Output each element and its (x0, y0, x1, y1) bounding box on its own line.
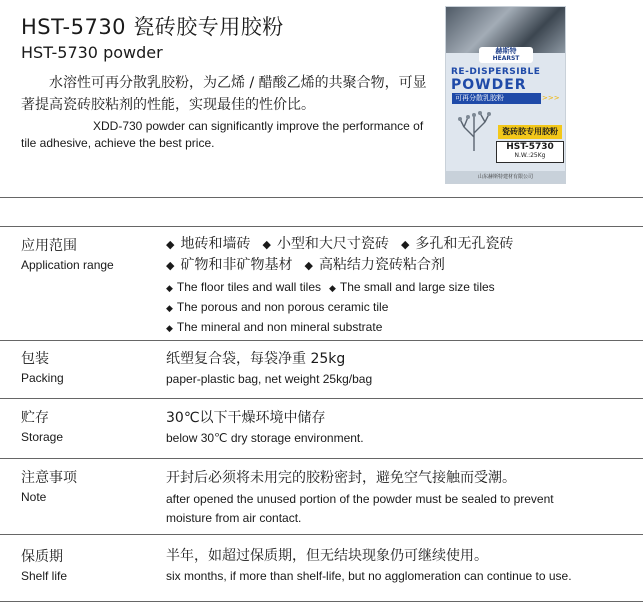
package-line2: POWDER (451, 77, 527, 93)
value-cn: 纸塑复合袋，每袋净重 25kg (166, 351, 346, 367)
diamond-bullet-icon: ◆ (166, 323, 173, 333)
package-arrows: >>> (542, 94, 560, 102)
package-model-box (496, 141, 564, 163)
product-description-en: XDD-730 powder can significantly improve the performance of tile adhesive, achieve the best price. (21, 119, 424, 150)
section-label-shelf-life (21, 548, 67, 584)
list-item: ◆ The porous and non porous ceramic tile (166, 300, 389, 314)
list-item: ◆ 矿物和非矿物基材 (166, 257, 293, 273)
value-en: six months, if more than shelf-life, but no agglomeration can continue to use. (166, 569, 572, 583)
value-cn: 开封后必须将未用完的胶粉密封，避免空气接触而受潮。 (166, 470, 516, 486)
label-en: Note (21, 490, 47, 504)
value-cn: 30℃以下干燥环境中储存 (166, 410, 326, 426)
application-list-cn (166, 234, 636, 276)
value-en: paper-plastic bag, net weight 25kg/bag (166, 372, 373, 386)
label-cn: 包装 (21, 351, 49, 367)
divider-line (0, 534, 643, 535)
divider-line (0, 340, 643, 341)
list-item: ◆ The floor tiles and wall tiles (166, 280, 321, 294)
list-item: ◆ The small and large size tiles (329, 280, 495, 294)
product-title-cn: HST-5730 瓷砖胶专用胶粉 (21, 15, 284, 39)
label-en: Application range (21, 258, 114, 272)
package-brand-logo (479, 47, 533, 63)
label-cn: 应用范围 (21, 238, 77, 254)
list-item: ◆ 地砖和墙砖 (166, 236, 251, 252)
list-item: ◆ 小型和大尺寸瓷砖 (262, 236, 389, 252)
diamond-bullet-icon: ◆ (166, 259, 175, 272)
section-value-storage (166, 409, 636, 446)
section-value-packing (166, 350, 636, 387)
package-brand-en: HEARST (492, 55, 520, 62)
section-label-storage (21, 409, 63, 445)
section-value-shelf-life (166, 547, 636, 584)
section-value-application (166, 234, 636, 338)
package-weight: N.W.:25Kg (514, 152, 546, 159)
diamond-bullet-icon: ◆ (304, 259, 313, 272)
list-item: ◆ 高粘结力瓷砖粘合剂 (304, 257, 445, 273)
product-header (21, 14, 429, 152)
diamond-bullet-icon: ◆ (262, 238, 271, 251)
package-sub-cn: 可再分散乳胶粉 (452, 93, 541, 104)
product-description-cn: 水溶性可再分散乳胶粉，为乙烯 / 醋酸乙烯的共聚合物，可显著提高瓷砖胶粘剂的性能，实现最佳的性价比。 (21, 75, 427, 113)
section-label-packing (21, 350, 64, 386)
label-cn: 保质期 (21, 549, 63, 565)
divider-line (0, 197, 643, 198)
diamond-bullet-icon: ◆ (400, 238, 410, 251)
diamond-bullet-icon: ◆ (329, 283, 336, 293)
package-badge-cn: 瓷砖胶专用胶粉 (498, 125, 562, 139)
value-cn: 半年，如超过保质期，但无结块现象仍可继续使用。 (166, 548, 488, 564)
list-item: ◆ The mineral and non mineral substrate (166, 320, 383, 334)
label-en: Shelf life (21, 569, 68, 583)
section-value-note (166, 469, 586, 528)
label-en: Packing (21, 371, 64, 385)
divider-line (0, 398, 643, 399)
divider-line (0, 601, 643, 602)
package-brand-cn: 赫斯特 (495, 47, 517, 55)
label-en: Storage (21, 430, 64, 444)
section-label-application (21, 237, 114, 273)
diamond-bullet-icon: ◆ (166, 283, 173, 293)
value-en: below 30℃ dry storage environment. (166, 431, 364, 445)
label-cn: 贮存 (21, 410, 49, 426)
label-cn: 注意事项 (21, 470, 77, 486)
package-line1: RE-DISPERSIBLE (451, 67, 541, 77)
package-footer-cn: 山东赫斯特建材有限公司 (446, 171, 565, 183)
application-list-en (166, 278, 636, 338)
divider-line (0, 226, 643, 227)
diamond-bullet-icon: ◆ (166, 238, 175, 251)
package-model: HST-5730 (506, 142, 554, 152)
section-label-note (21, 469, 77, 505)
product-package-image (445, 6, 566, 184)
divider-line (0, 458, 643, 459)
diamond-bullet-icon: ◆ (166, 303, 173, 313)
value-en: after opened the unused portion of the powder must be sealed to prevent moisture from air contact. (166, 492, 554, 525)
tree-icon (454, 107, 494, 151)
list-item: ◆ 多孔和无孔瓷砖 (400, 236, 514, 252)
product-title-en: HST-5730 powder (21, 43, 163, 62)
